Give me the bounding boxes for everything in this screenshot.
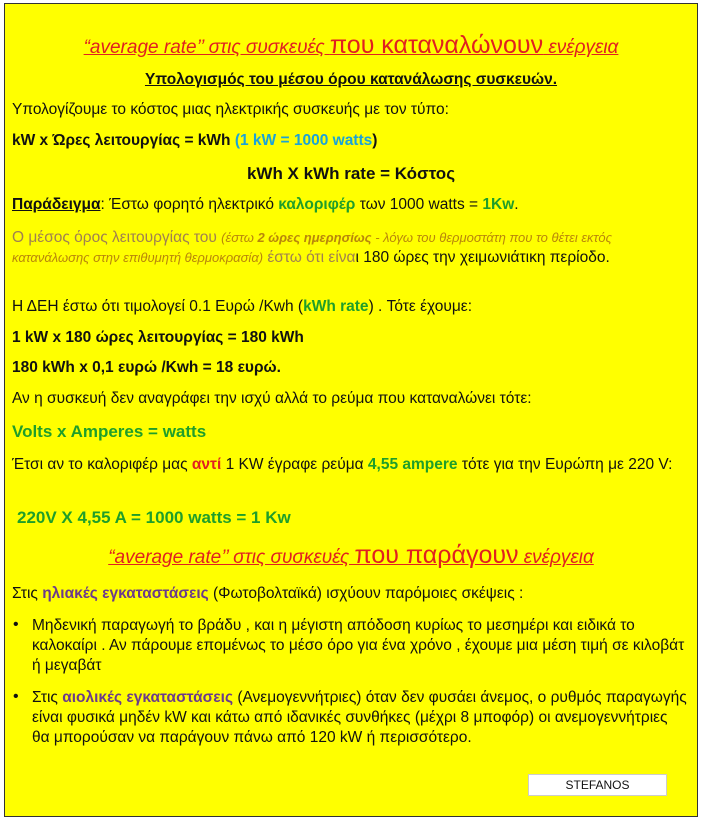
anti-word: αντί <box>191 456 222 473</box>
bullet-1-text: Μηδενική παραγωγή το βράδυ , και η μέγιστη απόδοση κυρίως το μεσημέρι και ειδικά το καλοκαίρι . Αν πάρουμε επομένως το μέσο όρο για ένα χρόνο , έχουμε μια μέση τιμή σε κιλοβάτ ή μεγαβάτ <box>32 617 685 674</box>
title-prefix: “average rate’’ στις συσκευές <box>83 37 330 58</box>
avg-text-1: Ο μέσος όρος λειτουργίας του <box>12 229 222 246</box>
wind-text-2: (Ανεμογεννήτριες) όταν δεν φυσάει άνεμος, ο ρυθμός παραγωγής είναι φυσικά μηδέν kW και κάτω από ιδανικές συνθήκες (μέχρι 8 μποφόρ) οι ανεμογεννήτριες θα μπορούσαν να παράγουν πάνω από 120 kW ή περισσότερο. <box>32 689 687 746</box>
kwh-rate: kWh rate <box>303 298 369 315</box>
average-paragraph <box>12 228 689 268</box>
avg-note-c: - λόγω του θερμοστάτη που το θέτει εκτός κατανάλωσης στην επιθυμητή θερμοκρασία) <box>12 230 612 265</box>
intro-text: Υπολογίζουμε το κόστος μιας ηλεκτρικής συσκευής με τον τύπο: <box>12 101 449 118</box>
calc-kwh: 1 kW x 180 ώρες λειτουργίας = 180 kWh <box>12 329 304 346</box>
calc-watts: 220V X 4,55 A = 1000 watts = 1 Kw <box>17 508 291 527</box>
example-text-2: των 1000 watts = <box>355 196 483 213</box>
solar-term: ηλιακές εγκαταστάσεις <box>42 585 209 602</box>
signature-box: STEFANOS <box>528 774 667 796</box>
formula-kwh-main: kW x Ώρες λειτουργίας = kWh <box>12 132 231 149</box>
bullet-1-marker: • <box>13 616 19 633</box>
bullet-2-text <box>32 688 687 748</box>
document-page <box>4 3 698 817</box>
example-kw: 1Kw <box>482 196 515 213</box>
formula-kwh <box>12 131 689 151</box>
amp-value: 4,55 ampere <box>367 456 458 473</box>
formula-watts: Volts x Amperes = watts <box>12 422 207 441</box>
amp-text-2: 1 KW έγραφε ρεύμα <box>221 456 368 473</box>
example-text-3: . <box>514 196 519 213</box>
title2-prefix: “average rate’’ στις συσκευές <box>108 547 355 568</box>
bullet-2-marker: • <box>13 688 19 705</box>
avg-note-b: 2 ώρες ημερησίως <box>257 230 372 245</box>
amp-example <box>12 455 689 475</box>
subtitle: Υπολογισμός του μέσου όρου κατανάλωσης συσκευών. <box>144 71 558 88</box>
wind-text-1: Στις <box>32 689 63 706</box>
title2-big: που παράγουν <box>354 541 519 569</box>
avg-text-2: έστω ότι είνα <box>263 249 356 266</box>
example-line <box>12 195 689 215</box>
title-consumption <box>5 31 697 59</box>
example-text-1: : Έστω φορητό ηλεκτρικό <box>100 196 279 213</box>
formula-kwh-close: ) <box>372 132 378 149</box>
dei-text-1: Η ΔΕΗ έστω ότι τιμολογεί 0.1 Ευρώ /Kwh ( <box>12 298 304 315</box>
title-big: που καταναλώνουν <box>329 31 544 59</box>
wind-term: αιολικές εγκαταστάσεις <box>62 689 234 706</box>
dei-line <box>12 297 689 317</box>
example-label: Παράδειγμα <box>12 196 101 213</box>
avg-text-3: ι 180 ώρες την χειμωνιάτικη περίοδο. <box>355 249 610 266</box>
amp-intro: Αν η συσκευή δεν αναγράφει την ισχύ αλλά το ρεύμα που καταναλώνει τότε: <box>12 390 532 407</box>
dei-text-2: ) . Τότε έχουμε: <box>368 298 473 315</box>
calc-cost: 180 kWh x 0,1 ευρώ /Kwh = 18 ευρώ. <box>12 359 281 376</box>
solar-line <box>12 584 689 604</box>
avg-note-a: (έστω <box>221 230 258 245</box>
formula-kwh-note: (1 kW = 1000 watts <box>234 132 373 149</box>
solar-text-1: Στις <box>12 585 43 602</box>
title-production <box>5 541 697 569</box>
amp-text-3: τότε για την Ευρώπη με 220 V: <box>457 456 673 473</box>
title2-suffix: ενέργεια <box>518 547 594 568</box>
formula-cost: kWh X kWh rate = Κόστος <box>246 164 456 183</box>
amp-text-1: Έτσι αν το καλοριφέρ μας <box>12 456 192 473</box>
solar-text-2: (Φωτοβολταϊκά) ισχύουν παρόμοιες σκέψεις : <box>208 585 524 602</box>
heater-word: καλοριφέρ <box>278 196 356 213</box>
title-suffix: ενέργεια <box>543 37 619 58</box>
